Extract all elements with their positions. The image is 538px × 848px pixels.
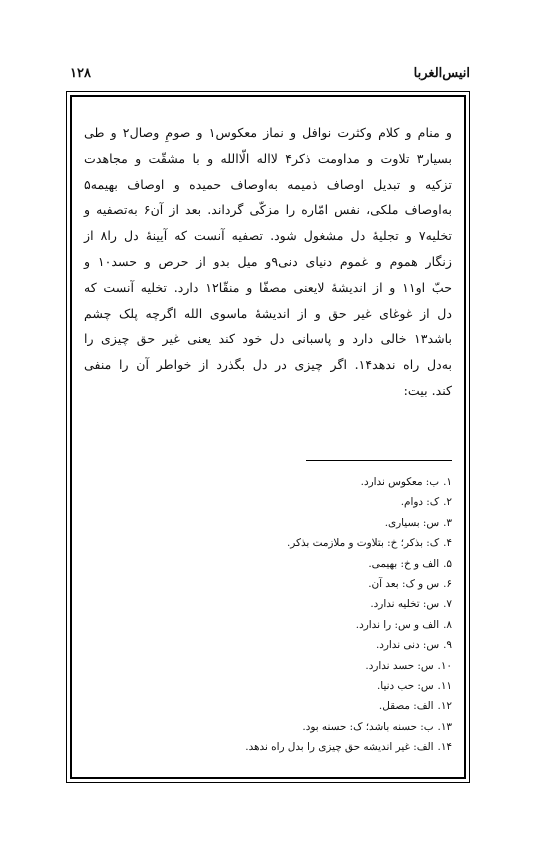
footnote-item <box>84 717 452 737</box>
footnote-text: ک: دوام. <box>400 496 440 509</box>
footnote-item <box>84 656 452 676</box>
footnote-item <box>84 574 452 594</box>
footnotes <box>84 472 452 758</box>
footnote-item <box>84 554 452 574</box>
footnote-item <box>84 635 452 655</box>
footnote-text: س: دنی ندارد. <box>375 639 440 652</box>
body-line: تخلیه۷ و تجلیهٔ دل مشغول شود. تصفیه آنست که آیینهٔ دل را۸ از <box>84 228 452 244</box>
body-line: به‌اوصاف ملکی، نفس امّاره را مزکّی گرداند. بعد از آن۶ به‌تصفیه و <box>84 202 452 218</box>
footnote-text: س و ک: بعد آن. <box>368 578 440 591</box>
footnote-item <box>84 533 452 553</box>
body-line: بسیار۳ تلاوت و مداومت ذکر۴ لااله الّاالله و با مشقّت و مجاهدت <box>84 150 453 166</box>
running-head <box>70 66 470 86</box>
footnote-text: الف و خ: بهیمی. <box>368 557 440 570</box>
footnote-number: ۱۰. <box>437 659 452 672</box>
footnote-number: ۹. <box>443 639 452 652</box>
body-line: دل از غوغای غیر حق و از اندیشهٔ ماسوی الله اگرچه پلک چشم <box>84 305 452 321</box>
footnote-number: ۲. <box>443 496 452 509</box>
running-title: انیس‌الغربا <box>413 66 470 81</box>
footnote-item <box>84 594 452 614</box>
body-text <box>84 120 452 404</box>
footnote-text: ب: حسنه باشد؛ ک: حسنه بود. <box>302 720 434 733</box>
body-line: باشد۱۳ خالی دارد و پاسبانی دل خود کند یعنی غیر حق چیزی را <box>84 331 452 347</box>
footnote-text: س: حسد ندارد. <box>365 659 434 672</box>
footnote-number: ۱. <box>443 476 452 488</box>
footnote-text: ک: بذکر؛ خ: بتلاوت و ملازمت بذکر. <box>287 537 440 550</box>
footnote-number: ۱۲. <box>437 700 452 713</box>
footnote-number: ۱۴. <box>437 741 452 754</box>
footnote-number: ۵. <box>443 557 452 570</box>
footnote-number: ۷. <box>443 598 452 611</box>
footnote-text: الف و س: را ندارد. <box>355 618 440 631</box>
footnote-item <box>84 513 452 533</box>
footnote-text: ب: معکوس ندارد. <box>360 476 440 488</box>
body-line: و منام و کلام وکثرت نوافل و نماز معکوس۱ و صومِ وصال۲ و طی <box>84 125 453 140</box>
footnote-number: ۱۳. <box>437 720 452 733</box>
footnote-item <box>84 615 452 635</box>
footnote-text: س: بسیاری. <box>384 516 440 529</box>
body-line: کند. بیت: <box>403 382 452 398</box>
footnote-item <box>84 696 452 716</box>
footnote-text: الف: مصقل. <box>378 700 434 713</box>
footnote-item <box>84 737 452 757</box>
body-line: زنگار هموم و غموم دنیای دنی۹و میل بدو از حرص و حسد۱۰ و <box>84 253 453 269</box>
footnote-item <box>84 676 452 696</box>
footnote-number: ۴. <box>443 537 452 550</box>
page-number: ۱۲۸ <box>70 66 91 81</box>
body-line: به‌دل راه ندهد۱۴. اگر چیزی در دل بگذرد از خواطر آن را منفی <box>84 357 452 373</box>
footnote-text: س: تخلیه ندارد. <box>370 598 440 611</box>
footnote-divider <box>306 460 452 461</box>
footnote-number: ۱۱. <box>437 680 452 693</box>
footnote-item <box>84 492 452 512</box>
body-line: حبّ او۱۱ و از اندیشهٔ لایعنی مصفّا و منقّا۱۲ دارد. تخلیه آنست که <box>84 279 453 295</box>
body-line: تزکیه و تبدیل اوصاف ذمیمه به‌اوصاف حمیده و اوصاف بهیمه۵ <box>84 176 452 192</box>
footnote-number: ۸. <box>443 618 452 631</box>
footnote-item <box>84 472 452 492</box>
footnote-text: الف: غیر اندیشه حق چیزی را بدل راه ندهد. <box>245 741 434 754</box>
footnote-number: ۳. <box>443 516 452 529</box>
footnote-text: س: حب دنیا. <box>376 680 434 693</box>
footnote-number: ۶. <box>443 578 452 591</box>
